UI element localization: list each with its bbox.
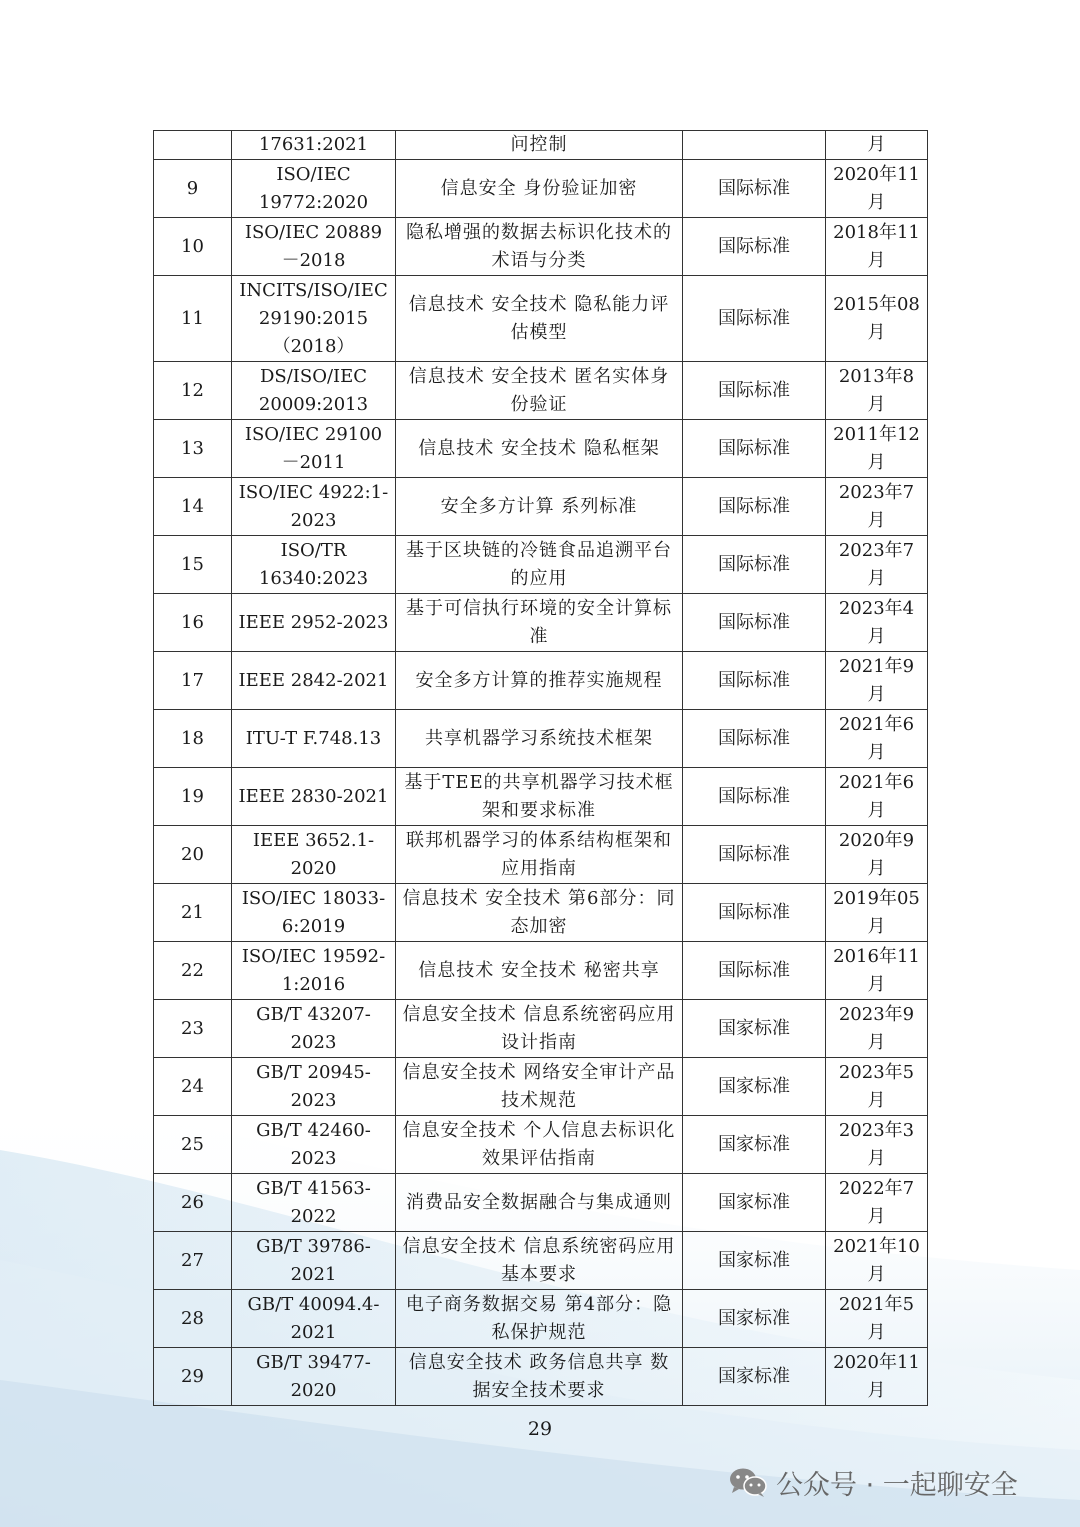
standards-table bbox=[153, 130, 928, 1406]
cell-number: 23 bbox=[154, 1000, 232, 1058]
cell-standard-type: 国际标准 bbox=[683, 276, 826, 362]
cell-standard-code: ISO/IEC 19772:2020 bbox=[232, 160, 396, 218]
cell-standard-code: DS/ISO/IEC 20009:2013 bbox=[232, 362, 396, 420]
cell-standard-type: 国家标准 bbox=[683, 1174, 826, 1232]
cell-standard-type bbox=[683, 131, 826, 160]
cell-standard-name: 联邦机器学习的体系结构框架和应用指南 bbox=[396, 826, 683, 884]
cell-release-date: 2021年6月 bbox=[826, 768, 928, 826]
cell-release-date: 2018年11月 bbox=[826, 218, 928, 276]
page-number: 29 bbox=[527, 1418, 553, 1440]
table-row bbox=[154, 1232, 928, 1290]
cell-standard-code: ITU-T F.748.13 bbox=[232, 710, 396, 768]
cell-standard-name: 信息安全技术 信息系统密码应用设计指南 bbox=[396, 1000, 683, 1058]
cell-standard-code: ISO/IEC 4922:1-2023 bbox=[232, 478, 396, 536]
cell-standard-code: IEEE 2830-2021 bbox=[232, 768, 396, 826]
cell-number: 15 bbox=[154, 536, 232, 594]
cell-standard-name: 信息安全技术 个人信息去标识化效果评估指南 bbox=[396, 1116, 683, 1174]
cell-number: 10 bbox=[154, 218, 232, 276]
cell-standard-type: 国际标准 bbox=[683, 942, 826, 1000]
table-row bbox=[154, 1058, 928, 1116]
cell-standard-code: GB/T 41563-2022 bbox=[232, 1174, 396, 1232]
cell-standard-code: GB/T 20945-2023 bbox=[232, 1058, 396, 1116]
cell-number: 17 bbox=[154, 652, 232, 710]
cell-standard-name: 信息技术 安全技术 匿名实体身份验证 bbox=[396, 362, 683, 420]
cell-release-date: 2020年11月 bbox=[826, 160, 928, 218]
table-row bbox=[154, 478, 928, 536]
cell-standard-type: 国际标准 bbox=[683, 710, 826, 768]
cell-standard-type: 国际标准 bbox=[683, 884, 826, 942]
cell-number: 28 bbox=[154, 1290, 232, 1348]
cell-number: 16 bbox=[154, 594, 232, 652]
cell-standard-name: 基于可信执行环境的安全计算标准 bbox=[396, 594, 683, 652]
cell-standard-type: 国际标准 bbox=[683, 594, 826, 652]
cell-standard-name: 信息技术 安全技术 隐私能力评估模型 bbox=[396, 276, 683, 362]
cell-standard-name: 信息技术 安全技术 隐私框架 bbox=[396, 420, 683, 478]
cell-standard-code: IEEE 2842-2021 bbox=[232, 652, 396, 710]
table-row bbox=[154, 536, 928, 594]
cell-standard-type: 国家标准 bbox=[683, 1000, 826, 1058]
cell-standard-name: 电子商务数据交易 第4部分：隐私保护规范 bbox=[396, 1290, 683, 1348]
cell-release-date: 2016年11月 bbox=[826, 942, 928, 1000]
table-row bbox=[154, 1174, 928, 1232]
cell-number: 29 bbox=[154, 1348, 232, 1406]
cell-number: 18 bbox=[154, 710, 232, 768]
cell-standard-name: 基于TEE的共享机器学习技术框架和要求标准 bbox=[396, 768, 683, 826]
cell-number: 9 bbox=[154, 160, 232, 218]
cell-standard-type: 国际标准 bbox=[683, 652, 826, 710]
cell-standard-type: 国际标准 bbox=[683, 218, 826, 276]
cell-release-date: 2021年6月 bbox=[826, 710, 928, 768]
cell-number: 14 bbox=[154, 478, 232, 536]
table-row bbox=[154, 652, 928, 710]
cell-standard-code: ISO/IEC 20889－2018 bbox=[232, 218, 396, 276]
cell-number: 11 bbox=[154, 276, 232, 362]
cell-standard-type: 国际标准 bbox=[683, 420, 826, 478]
cell-standard-name: 信息技术 安全技术 第6部分：同态加密 bbox=[396, 884, 683, 942]
cell-standard-code: ISO/TR 16340:2023 bbox=[232, 536, 396, 594]
cell-release-date: 2023年7月 bbox=[826, 478, 928, 536]
cell-standard-code: GB/T 39786-2021 bbox=[232, 1232, 396, 1290]
cell-standard-code: IEEE 2952-2023 bbox=[232, 594, 396, 652]
table-row bbox=[154, 594, 928, 652]
cell-standard-code: IEEE 3652.1-2020 bbox=[232, 826, 396, 884]
cell-standard-name: 问控制 bbox=[396, 131, 683, 160]
table-row bbox=[154, 160, 928, 218]
cell-standard-code: ISO/IEC 19592-1:2016 bbox=[232, 942, 396, 1000]
cell-standard-name: 信息安全技术 网络安全审计产品技术规范 bbox=[396, 1058, 683, 1116]
cell-number: 12 bbox=[154, 362, 232, 420]
table-row bbox=[154, 218, 928, 276]
cell-standard-name: 消费品安全数据融合与集成通则 bbox=[396, 1174, 683, 1232]
table-row bbox=[154, 1348, 928, 1406]
cell-standard-type: 国家标准 bbox=[683, 1232, 826, 1290]
cell-number: 20 bbox=[154, 826, 232, 884]
cell-standard-code: GB/T 42460-2023 bbox=[232, 1116, 396, 1174]
cell-release-date: 2023年9月 bbox=[826, 1000, 928, 1058]
table-row bbox=[154, 942, 928, 1000]
cell-standard-code: ISO/IEC 29100－2011 bbox=[232, 420, 396, 478]
cell-number: 22 bbox=[154, 942, 232, 1000]
cell-release-date: 2021年5月 bbox=[826, 1290, 928, 1348]
table-row bbox=[154, 884, 928, 942]
table-row bbox=[154, 1000, 928, 1058]
cell-number: 19 bbox=[154, 768, 232, 826]
cell-release-date: 2020年9月 bbox=[826, 826, 928, 884]
cell-standard-code: GB/T 40094.4-2021 bbox=[232, 1290, 396, 1348]
cell-standard-type: 国际标准 bbox=[683, 160, 826, 218]
table-row bbox=[154, 1290, 928, 1348]
cell-standard-name: 隐私增强的数据去标识化技术的术语与分类 bbox=[396, 218, 683, 276]
wechat-icon bbox=[728, 1466, 768, 1498]
cell-standard-type: 国家标准 bbox=[683, 1116, 826, 1174]
cell-standard-name: 信息安全技术 信息系统密码应用基本要求 bbox=[396, 1232, 683, 1290]
cell-release-date: 2023年7月 bbox=[826, 536, 928, 594]
cell-standard-code: ISO/IEC 18033-6:2019 bbox=[232, 884, 396, 942]
table-row bbox=[154, 1116, 928, 1174]
cell-standard-name: 信息安全技术 政务信息共享 数据安全技术要求 bbox=[396, 1348, 683, 1406]
cell-release-date: 2023年5月 bbox=[826, 1058, 928, 1116]
cell-standard-name: 基于区块链的冷链食品追溯平台的应用 bbox=[396, 536, 683, 594]
table-row bbox=[154, 768, 928, 826]
cell-release-date: 2019年05月 bbox=[826, 884, 928, 942]
cell-standard-code: GB/T 39477-2020 bbox=[232, 1348, 396, 1406]
cell-standard-type: 国际标准 bbox=[683, 768, 826, 826]
cell-standard-type: 国际标准 bbox=[683, 536, 826, 594]
cell-standard-code: INCITS/ISO/IEC 29190:2015（2018） bbox=[232, 276, 396, 362]
cell-standard-type: 国际标准 bbox=[683, 362, 826, 420]
cell-release-date: 2023年3月 bbox=[826, 1116, 928, 1174]
cell-standard-code: GB/T 43207-2023 bbox=[232, 1000, 396, 1058]
table-row bbox=[154, 826, 928, 884]
watermark bbox=[728, 1462, 1018, 1502]
cell-number: 25 bbox=[154, 1116, 232, 1174]
cell-standard-type: 国家标准 bbox=[683, 1058, 826, 1116]
cell-number: 21 bbox=[154, 884, 232, 942]
cell-release-date: 2015年08月 bbox=[826, 276, 928, 362]
cell-number: 13 bbox=[154, 420, 232, 478]
cell-release-date: 月 bbox=[826, 131, 928, 160]
cell-release-date: 2022年7月 bbox=[826, 1174, 928, 1232]
cell-standard-name: 安全多方计算 系列标准 bbox=[396, 478, 683, 536]
cell-standard-name: 信息技术 安全技术 秘密共享 bbox=[396, 942, 683, 1000]
cell-number bbox=[154, 131, 232, 160]
cell-standard-name: 信息安全 身份验证加密 bbox=[396, 160, 683, 218]
cell-standard-name: 安全多方计算的推荐实施规程 bbox=[396, 652, 683, 710]
table-row bbox=[154, 131, 928, 160]
cell-release-date: 2023年4月 bbox=[826, 594, 928, 652]
cell-standard-type: 国际标准 bbox=[683, 478, 826, 536]
cell-release-date: 2021年10月 bbox=[826, 1232, 928, 1290]
table-row bbox=[154, 276, 928, 362]
cell-number: 26 bbox=[154, 1174, 232, 1232]
cell-standard-type: 国家标准 bbox=[683, 1290, 826, 1348]
table-row bbox=[154, 362, 928, 420]
cell-number: 24 bbox=[154, 1058, 232, 1116]
cell-release-date: 2020年11月 bbox=[826, 1348, 928, 1406]
table-row bbox=[154, 420, 928, 478]
cell-standard-name: 共享机器学习系统技术框架 bbox=[396, 710, 683, 768]
cell-release-date: 2011年12月 bbox=[826, 420, 928, 478]
cell-number: 27 bbox=[154, 1232, 232, 1290]
watermark-text: 公众号 · 一起聊安全 bbox=[776, 1469, 1018, 1501]
cell-release-date: 2013年8月 bbox=[826, 362, 928, 420]
table-row bbox=[154, 710, 928, 768]
cell-standard-code: 17631:2021 bbox=[232, 131, 396, 160]
cell-release-date: 2021年9月 bbox=[826, 652, 928, 710]
cell-standard-type: 国家标准 bbox=[683, 1348, 826, 1406]
cell-standard-type: 国际标准 bbox=[683, 826, 826, 884]
